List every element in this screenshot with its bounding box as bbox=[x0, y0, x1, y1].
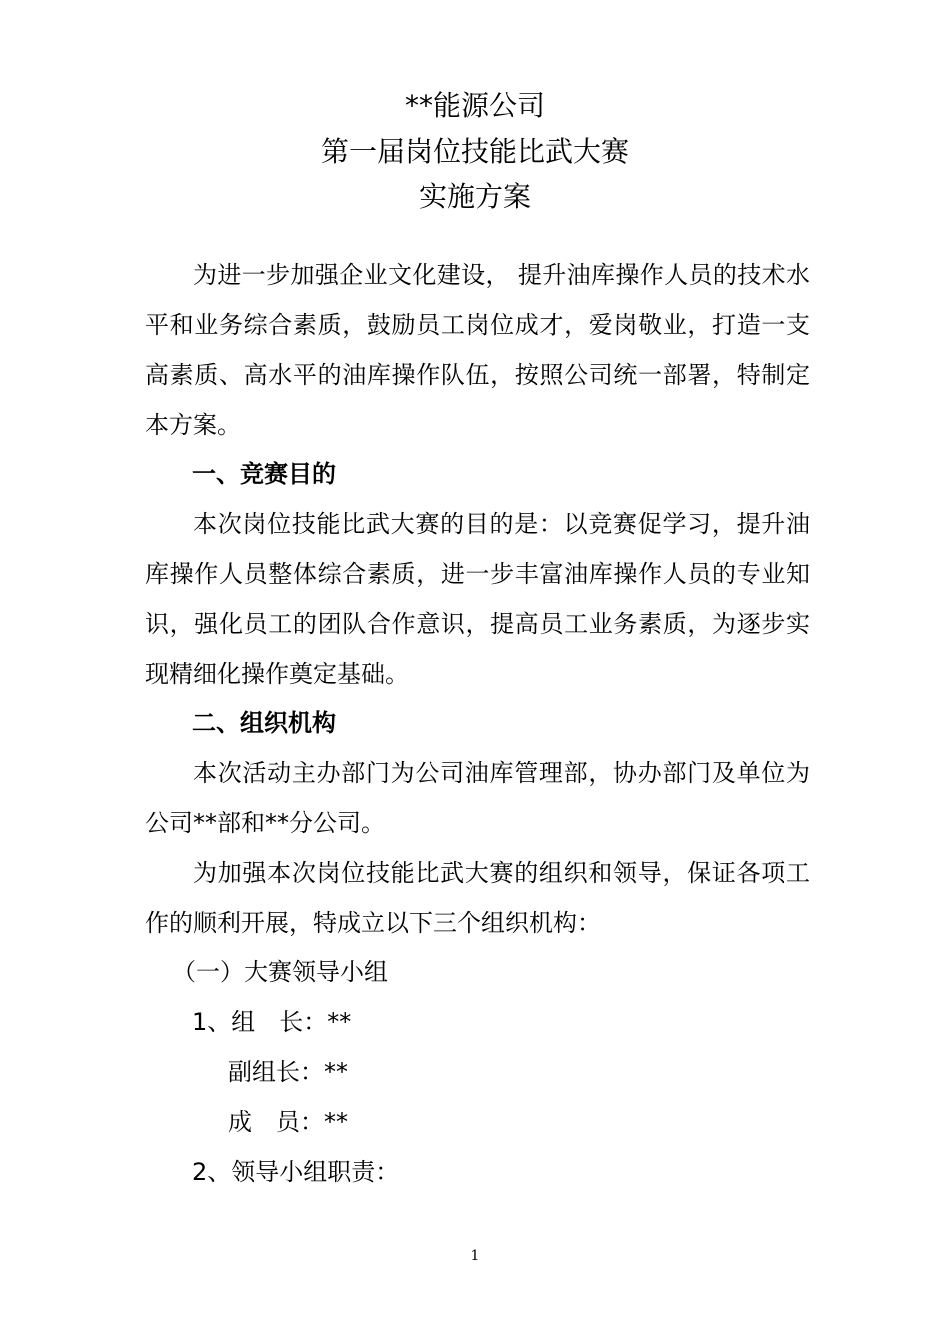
section1-body: 本次岗位技能比武大赛的目的是：以竞赛促学习，提升油库操作人员整体综合素质，进一步丰富油库操作人员的专业知识，强化员工的团队合作意识，提高员工业务素质，为逐步实现精细化操作奠定基础。 bbox=[145, 510, 810, 688]
event-title: 第一届岗位技能比武大赛 bbox=[320, 135, 629, 168]
item-deputy-leader: 副组长：** bbox=[228, 1058, 348, 1086]
item-members: 成 员：** bbox=[228, 1108, 348, 1136]
subsection-leadership-group: （一）大赛领导小组 bbox=[172, 958, 388, 986]
intro-paragraph: 为进一步加强企业文化建设， 提升油库操作人员的技术水平和业务综合素质，鼓励员工岗位成才，爱岗敬业，打造一支高素质、高水平的油库操作队伍，按照公司统一部署，特制定本方案。 bbox=[145, 261, 810, 439]
section1-heading: 一、竞赛目的 bbox=[192, 460, 336, 488]
company-title: **能源公司 bbox=[404, 89, 545, 122]
item-group-leader: 1、组 长：** bbox=[192, 1008, 352, 1036]
doc-type-title: 实施方案 bbox=[418, 180, 531, 213]
section2-body2: 为加强本次岗位技能比武大赛的组织和领导，保证各项工作的顺利开展，特成立以下三个组织机构： bbox=[145, 859, 810, 937]
section2-body1: 本次活动主办部门为公司油库管理部，协办部门及单位为公司**部和**分公司。 bbox=[145, 759, 810, 837]
page-number: 1 bbox=[470, 1248, 480, 1264]
section2-heading: 二、组织机构 bbox=[192, 709, 336, 737]
item-group-duties: 2、领导小组职责： bbox=[192, 1158, 400, 1186]
